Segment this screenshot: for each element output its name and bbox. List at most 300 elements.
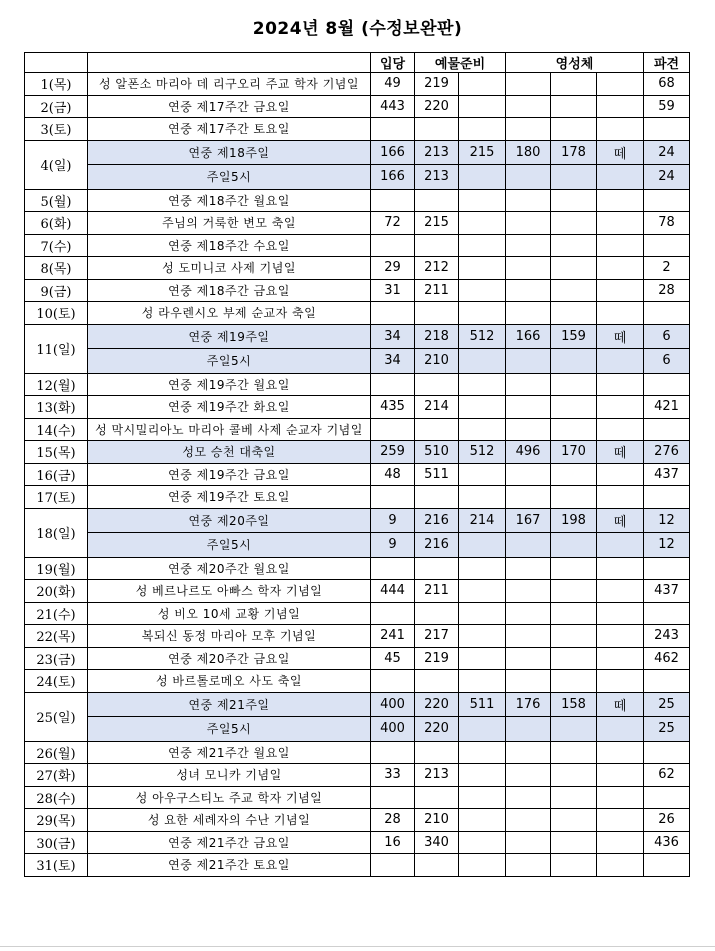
celebration-name: 연중 제18주일 (88, 140, 371, 165)
value-cell-recessional (644, 486, 690, 509)
value-cell-recessional: 62 (644, 764, 690, 787)
day-row (25, 557, 690, 580)
date-cell: 27(화) (25, 764, 88, 787)
celebration-name: 연중 제20주간 월요일 (88, 557, 371, 580)
value-cell-communion-1: 176 (506, 692, 551, 717)
value-cell-recessional: 26 (644, 809, 690, 832)
value-cell-entrance (371, 741, 415, 764)
value-cell-recessional: 462 (644, 647, 690, 670)
value-cell-communion-1 (506, 118, 551, 141)
day-row (25, 602, 690, 625)
value-cell-offertory-1: 213 (415, 764, 459, 787)
value-cell-communion-3 (597, 809, 644, 832)
date-cell: 5(월) (25, 189, 88, 212)
value-cell-communion-2 (551, 533, 597, 558)
value-cell-entrance: 72 (371, 212, 415, 235)
value-cell-communion-1 (506, 580, 551, 603)
value-cell-communion-1 (506, 533, 551, 558)
value-cell-recessional: 25 (644, 692, 690, 717)
date-cell: 9(금) (25, 279, 88, 302)
value-cell-offertory-1 (415, 786, 459, 809)
value-cell-offertory-2 (459, 809, 506, 832)
day-row (25, 396, 690, 419)
value-cell-entrance: 33 (371, 764, 415, 787)
value-cell-communion-1 (506, 396, 551, 419)
value-cell-offertory-2: 512 (459, 441, 506, 464)
value-cell-communion-3 (597, 741, 644, 764)
value-cell-offertory-2: 214 (459, 508, 506, 533)
value-cell-communion-1 (506, 257, 551, 280)
value-cell-communion-2 (551, 557, 597, 580)
value-cell-communion-2 (551, 373, 597, 396)
value-cell-entrance: 31 (371, 279, 415, 302)
value-cell-entrance (371, 118, 415, 141)
value-cell-communion-2: 178 (551, 140, 597, 165)
day-row (25, 741, 690, 764)
value-cell-communion-3 (597, 786, 644, 809)
value-cell-communion-1 (506, 349, 551, 374)
celebration-name: 연중 제19주간 토요일 (88, 486, 371, 509)
value-cell-recessional: 12 (644, 533, 690, 558)
value-cell-offertory-1: 218 (415, 324, 459, 349)
value-cell-offertory-2 (459, 764, 506, 787)
value-cell-entrance: 400 (371, 692, 415, 717)
value-cell-communion-3 (597, 165, 644, 190)
value-cell-communion-1 (506, 463, 551, 486)
day-row (25, 302, 690, 325)
value-cell-offertory-1 (415, 373, 459, 396)
celebration-name: 연중 제19주일 (88, 324, 371, 349)
value-cell-recessional (644, 234, 690, 257)
value-cell-offertory-1: 214 (415, 396, 459, 419)
value-cell-communion-3 (597, 486, 644, 509)
day-row (25, 854, 690, 877)
value-cell-recessional: 25 (644, 717, 690, 742)
celebration-name: 연중 제21주일 (88, 692, 371, 717)
celebration-name: 성모 승천 대축일 (88, 441, 371, 464)
value-cell-entrance: 28 (371, 809, 415, 832)
value-cell-offertory-1: 213 (415, 165, 459, 190)
value-cell-communion-2 (551, 764, 597, 787)
value-cell-communion-1 (506, 786, 551, 809)
celebration-name: 복되신 동정 마리아 모후 기념일 (88, 625, 371, 648)
value-cell-entrance: 443 (371, 95, 415, 118)
value-cell-communion-3 (597, 533, 644, 558)
date-cell: 11(일) (25, 324, 88, 373)
celebration-name: 성 비오 10세 교황 기념일 (88, 602, 371, 625)
day-row (25, 95, 690, 118)
value-cell-communion-1: 180 (506, 140, 551, 165)
header-offertory: 예물준비 (415, 53, 506, 73)
value-cell-communion-3: 떼 (597, 508, 644, 533)
value-cell-entrance: 166 (371, 140, 415, 165)
date-cell: 30(금) (25, 831, 88, 854)
header-entrance: 입당 (371, 53, 415, 73)
value-cell-communion-2: 159 (551, 324, 597, 349)
celebration-name: 연중 제20주일 (88, 508, 371, 533)
value-cell-communion-2 (551, 118, 597, 141)
value-cell-offertory-2 (459, 580, 506, 603)
value-cell-communion-3 (597, 854, 644, 877)
date-cell: 28(수) (25, 786, 88, 809)
value-cell-offertory-1 (415, 670, 459, 693)
value-cell-entrance: 9 (371, 533, 415, 558)
value-cell-communion-2 (551, 647, 597, 670)
header-recessional: 파견 (644, 53, 690, 73)
value-cell-communion-3: 떼 (597, 692, 644, 717)
celebration-name: 연중 제20주간 금요일 (88, 647, 371, 670)
value-cell-entrance (371, 670, 415, 693)
value-cell-communion-2 (551, 741, 597, 764)
day-row (25, 463, 690, 486)
celebration-name: 성 요한 세례자의 수난 기념일 (88, 809, 371, 832)
value-cell-communion-3: 떼 (597, 140, 644, 165)
value-cell-offertory-2 (459, 741, 506, 764)
value-cell-communion-1 (506, 486, 551, 509)
value-cell-entrance: 16 (371, 831, 415, 854)
value-cell-communion-2 (551, 418, 597, 441)
value-cell-recessional (644, 786, 690, 809)
value-cell-communion-3 (597, 279, 644, 302)
value-cell-communion-2 (551, 396, 597, 419)
celebration-name: 성 도미니코 사제 기념일 (88, 257, 371, 280)
celebration-name: 성 라우렌시오 부제 순교자 축일 (88, 302, 371, 325)
sunday-evening-row (25, 533, 690, 558)
day-row (25, 580, 690, 603)
value-cell-offertory-1: 219 (415, 647, 459, 670)
value-cell-communion-2 (551, 212, 597, 235)
value-cell-offertory-1: 210 (415, 349, 459, 374)
header-celebration-cell (88, 53, 371, 73)
hymn-schedule-table (24, 52, 690, 877)
day-row (25, 73, 690, 96)
value-cell-offertory-1: 219 (415, 73, 459, 96)
day-row (25, 441, 690, 464)
value-cell-offertory-2 (459, 373, 506, 396)
value-cell-communion-1 (506, 189, 551, 212)
day-row (25, 786, 690, 809)
celebration-name: 연중 제21주간 월요일 (88, 741, 371, 764)
value-cell-recessional: 24 (644, 165, 690, 190)
celebration-name: 성 바르톨로메오 사도 축일 (88, 670, 371, 693)
value-cell-communion-1 (506, 165, 551, 190)
value-cell-recessional (644, 302, 690, 325)
day-row (25, 764, 690, 787)
mass-time-label: 주일5시 (88, 533, 371, 558)
celebration-name: 연중 제21주간 금요일 (88, 831, 371, 854)
value-cell-offertory-1: 212 (415, 257, 459, 280)
value-cell-communion-2 (551, 602, 597, 625)
header-date-cell (25, 53, 88, 73)
value-cell-communion-1 (506, 373, 551, 396)
value-cell-offertory-2 (459, 189, 506, 212)
value-cell-entrance: 29 (371, 257, 415, 280)
celebration-name: 연중 제18주간 월요일 (88, 189, 371, 212)
date-cell: 2(금) (25, 95, 88, 118)
value-cell-communion-2 (551, 786, 597, 809)
date-cell: 16(금) (25, 463, 88, 486)
value-cell-communion-3 (597, 373, 644, 396)
page-title: 2024년 8월 (수정보완판) (252, 19, 463, 39)
value-cell-communion-2 (551, 189, 597, 212)
value-cell-recessional (644, 670, 690, 693)
value-cell-offertory-2 (459, 212, 506, 235)
value-cell-recessional: 6 (644, 349, 690, 374)
value-cell-offertory-1 (415, 118, 459, 141)
value-cell-entrance: 49 (371, 73, 415, 96)
value-cell-offertory-2 (459, 73, 506, 96)
value-cell-offertory-2 (459, 533, 506, 558)
day-row (25, 140, 690, 165)
value-cell-communion-3 (597, 118, 644, 141)
value-cell-recessional: 78 (644, 212, 690, 235)
value-cell-communion-1 (506, 717, 551, 742)
value-cell-communion-2: 170 (551, 441, 597, 464)
value-cell-communion-3 (597, 189, 644, 212)
value-cell-communion-1 (506, 647, 551, 670)
value-cell-communion-3 (597, 73, 644, 96)
date-cell: 13(화) (25, 396, 88, 419)
date-cell: 21(수) (25, 602, 88, 625)
value-cell-offertory-2 (459, 486, 506, 509)
value-cell-communion-1 (506, 764, 551, 787)
celebration-name: 주님의 거룩한 변모 축일 (88, 212, 371, 235)
header-communion: 영성체 (506, 53, 644, 73)
value-cell-communion-2 (551, 717, 597, 742)
value-cell-recessional (644, 854, 690, 877)
value-cell-offertory-1 (415, 302, 459, 325)
value-cell-offertory-2 (459, 418, 506, 441)
mass-time-label: 주일5시 (88, 717, 371, 742)
page-bottom-divider (0, 946, 715, 947)
value-cell-communion-1 (506, 670, 551, 693)
value-cell-entrance: 241 (371, 625, 415, 648)
value-cell-offertory-1: 213 (415, 140, 459, 165)
value-cell-offertory-1 (415, 234, 459, 257)
celebration-name: 연중 제17주간 토요일 (88, 118, 371, 141)
day-row (25, 831, 690, 854)
value-cell-offertory-1 (415, 557, 459, 580)
day-row (25, 418, 690, 441)
value-cell-communion-2 (551, 73, 597, 96)
celebration-name: 연중 제17주간 금요일 (88, 95, 371, 118)
value-cell-offertory-1: 510 (415, 441, 459, 464)
mass-time-label: 주일5시 (88, 349, 371, 374)
value-cell-recessional (644, 602, 690, 625)
date-cell: 24(토) (25, 670, 88, 693)
value-cell-offertory-1: 220 (415, 95, 459, 118)
value-cell-recessional (644, 373, 690, 396)
day-row (25, 647, 690, 670)
day-row (25, 279, 690, 302)
value-cell-offertory-1 (415, 854, 459, 877)
date-cell: 18(일) (25, 508, 88, 557)
value-cell-communion-2 (551, 670, 597, 693)
date-cell: 29(목) (25, 809, 88, 832)
value-cell-entrance (371, 373, 415, 396)
value-cell-offertory-1: 216 (415, 533, 459, 558)
value-cell-entrance (371, 486, 415, 509)
value-cell-offertory-2 (459, 349, 506, 374)
value-cell-communion-2 (551, 302, 597, 325)
value-cell-communion-1 (506, 279, 551, 302)
value-cell-offertory-2 (459, 625, 506, 648)
day-row (25, 809, 690, 832)
value-cell-communion-1 (506, 418, 551, 441)
date-cell: 23(금) (25, 647, 88, 670)
value-cell-communion-2 (551, 809, 597, 832)
value-cell-recessional: 59 (644, 95, 690, 118)
value-cell-recessional: 243 (644, 625, 690, 648)
value-cell-offertory-1: 340 (415, 831, 459, 854)
value-cell-communion-2 (551, 486, 597, 509)
value-cell-entrance (371, 602, 415, 625)
value-cell-recessional (644, 118, 690, 141)
value-cell-entrance (371, 854, 415, 877)
celebration-name: 성 알폰소 마리아 데 리구오리 주교 학자 기념일 (88, 73, 371, 96)
value-cell-communion-1 (506, 854, 551, 877)
date-cell: 20(화) (25, 580, 88, 603)
value-cell-entrance: 9 (371, 508, 415, 533)
date-cell: 7(수) (25, 234, 88, 257)
value-cell-entrance: 435 (371, 396, 415, 419)
value-cell-communion-2 (551, 279, 597, 302)
value-cell-offertory-2: 215 (459, 140, 506, 165)
value-cell-communion-3: 떼 (597, 324, 644, 349)
date-cell: 10(토) (25, 302, 88, 325)
value-cell-offertory-2 (459, 670, 506, 693)
value-cell-communion-1 (506, 557, 551, 580)
value-cell-communion-2 (551, 234, 597, 257)
value-cell-communion-2 (551, 854, 597, 877)
value-cell-entrance (371, 557, 415, 580)
day-row (25, 670, 690, 693)
date-cell: 22(목) (25, 625, 88, 648)
value-cell-entrance: 400 (371, 717, 415, 742)
celebration-name: 연중 제18주간 수요일 (88, 234, 371, 257)
value-cell-communion-1 (506, 625, 551, 648)
value-cell-communion-1 (506, 809, 551, 832)
value-cell-entrance: 48 (371, 463, 415, 486)
day-row (25, 257, 690, 280)
value-cell-entrance (371, 189, 415, 212)
value-cell-offertory-1: 220 (415, 692, 459, 717)
value-cell-recessional: 276 (644, 441, 690, 464)
celebration-name: 성 막시밀리아노 마리아 콜베 사제 순교자 기념일 (88, 418, 371, 441)
day-row (25, 324, 690, 349)
value-cell-communion-3 (597, 349, 644, 374)
day-row (25, 486, 690, 509)
date-cell: 3(토) (25, 118, 88, 141)
value-cell-communion-2 (551, 625, 597, 648)
value-cell-offertory-1: 220 (415, 717, 459, 742)
value-cell-communion-3 (597, 831, 644, 854)
value-cell-communion-1: 496 (506, 441, 551, 464)
celebration-name: 연중 제19주간 금요일 (88, 463, 371, 486)
value-cell-offertory-1: 211 (415, 279, 459, 302)
date-cell: 17(토) (25, 486, 88, 509)
value-cell-communion-3 (597, 463, 644, 486)
value-cell-entrance (371, 234, 415, 257)
value-cell-recessional: 28 (644, 279, 690, 302)
value-cell-recessional: 68 (644, 73, 690, 96)
value-cell-communion-1 (506, 302, 551, 325)
value-cell-entrance: 34 (371, 324, 415, 349)
sunday-evening-row (25, 165, 690, 190)
value-cell-communion-2 (551, 580, 597, 603)
date-cell: 31(토) (25, 854, 88, 877)
value-cell-recessional: 12 (644, 508, 690, 533)
value-cell-communion-3 (597, 302, 644, 325)
value-cell-recessional: 421 (644, 396, 690, 419)
value-cell-communion-2 (551, 463, 597, 486)
value-cell-communion-3 (597, 234, 644, 257)
value-cell-communion-3 (597, 396, 644, 419)
date-cell: 4(일) (25, 140, 88, 189)
value-cell-communion-1 (506, 234, 551, 257)
celebration-name: 성녀 모니카 기념일 (88, 764, 371, 787)
value-cell-offertory-2 (459, 463, 506, 486)
value-cell-recessional (644, 557, 690, 580)
value-cell-offertory-2 (459, 647, 506, 670)
value-cell-communion-1 (506, 212, 551, 235)
value-cell-offertory-1 (415, 189, 459, 212)
value-cell-offertory-2 (459, 279, 506, 302)
value-cell-offertory-1 (415, 741, 459, 764)
value-cell-communion-3 (597, 717, 644, 742)
value-cell-communion-1: 167 (506, 508, 551, 533)
date-cell: 26(월) (25, 741, 88, 764)
date-cell: 14(수) (25, 418, 88, 441)
day-row (25, 118, 690, 141)
date-cell: 6(화) (25, 212, 88, 235)
value-cell-recessional: 2 (644, 257, 690, 280)
value-cell-communion-1 (506, 73, 551, 96)
value-cell-offertory-2 (459, 95, 506, 118)
value-cell-offertory-1: 216 (415, 508, 459, 533)
day-row (25, 189, 690, 212)
value-cell-recessional: 437 (644, 463, 690, 486)
value-cell-communion-3 (597, 580, 644, 603)
value-cell-recessional: 437 (644, 580, 690, 603)
value-cell-offertory-2 (459, 602, 506, 625)
value-cell-communion-2: 198 (551, 508, 597, 533)
day-row (25, 692, 690, 717)
value-cell-offertory-1: 217 (415, 625, 459, 648)
value-cell-offertory-2 (459, 717, 506, 742)
value-cell-communion-2 (551, 257, 597, 280)
value-cell-communion-2: 158 (551, 692, 597, 717)
value-cell-communion-3 (597, 670, 644, 693)
celebration-name: 연중 제18주간 금요일 (88, 279, 371, 302)
mass-time-label: 주일5시 (88, 165, 371, 190)
value-cell-offertory-1 (415, 486, 459, 509)
value-cell-communion-3 (597, 625, 644, 648)
date-cell: 19(월) (25, 557, 88, 580)
value-cell-entrance (371, 786, 415, 809)
value-cell-communion-2 (551, 349, 597, 374)
value-cell-offertory-2 (459, 786, 506, 809)
value-cell-recessional (644, 741, 690, 764)
sunday-evening-row (25, 349, 690, 374)
date-cell: 1(목) (25, 73, 88, 96)
date-cell: 8(목) (25, 257, 88, 280)
value-cell-communion-3 (597, 212, 644, 235)
value-cell-communion-3 (597, 557, 644, 580)
value-cell-communion-3 (597, 647, 644, 670)
value-cell-offertory-1: 215 (415, 212, 459, 235)
value-cell-offertory-2: 511 (459, 692, 506, 717)
